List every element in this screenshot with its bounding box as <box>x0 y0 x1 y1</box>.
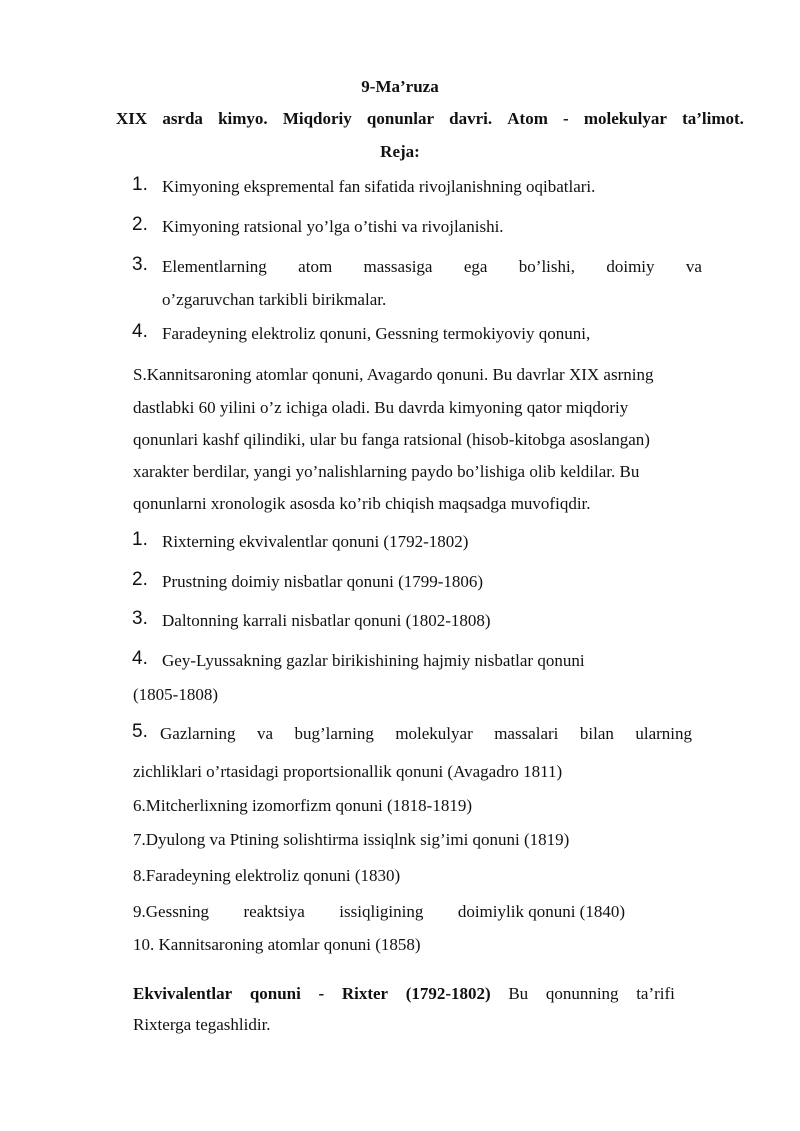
item-number: 1. <box>132 174 148 195</box>
item-number: 5. <box>132 721 148 742</box>
title-word: XIX <box>116 109 148 128</box>
item-number: 4. <box>132 648 148 669</box>
lecture-title <box>116 109 744 129</box>
item-word: molekulyar <box>395 724 473 743</box>
item-number: 1. <box>132 529 148 550</box>
bold-word: qonuni <box>249 984 301 1003</box>
text-word: Bu <box>508 984 529 1003</box>
title-word: qonunlar <box>366 109 434 128</box>
text-word: ta’rifi <box>636 984 675 1003</box>
title-word: asrda <box>162 109 203 128</box>
law-item: 6.Mitcherlixning izomorfizm qonuni (1818-1819) <box>133 796 472 815</box>
item-text: Prustning doimiy nisbatlar qonuni (1799-1806) <box>162 572 484 591</box>
title-word: Miqdoriy <box>282 109 352 128</box>
item-text: Rixterning ekvivalentlar qonuni (1792-1802) <box>162 532 469 551</box>
plan-label: Reja: <box>380 142 420 161</box>
title-word: ta’limot. <box>682 109 744 128</box>
title-word: kimyo. <box>218 109 268 128</box>
item-word: massasiga <box>363 257 433 276</box>
lecture-number: 9-Ma’ruza <box>361 77 439 96</box>
item-word: 9.Gessning <box>133 902 210 921</box>
item-word: issiqligining <box>339 902 424 921</box>
item-word: doimiy <box>606 257 655 276</box>
bold-word: (1792-1802) <box>405 984 491 1003</box>
item-word: va <box>257 724 274 743</box>
item-word: va <box>685 257 702 276</box>
item-text: Faradeyning elektroliz qonuni, Gessning termokiyoviy qonuni, <box>162 324 591 343</box>
text-word: qonunning <box>545 984 619 1003</box>
item-text: Daltonning karrali nisbatlar qonuni (1802-1808) <box>162 611 491 630</box>
item-text: Kimyoning ekspremental fan sifatida rivojlanishning oqibatlari. <box>162 177 596 196</box>
paragraph-line: S.Kannitsaroning atomlar qonuni, Avagardo qonuni. Bu davrlar XIX asrning <box>133 365 654 384</box>
paragraph-line: dastlabki 60 yilini o’z ichiga oladi. Bu davrda kimyoning qator miqdoriy <box>133 398 629 417</box>
item-text <box>162 257 702 277</box>
item-text: Kimyoning ratsional yo’lga o’tishi va rivojlanishi. <box>162 217 504 236</box>
item-word: bo’lishi, <box>518 257 575 276</box>
title-word: Atom <box>507 109 548 128</box>
item-number: 2. <box>132 569 148 590</box>
item-word: ega <box>463 257 488 276</box>
law-item <box>133 902 625 922</box>
item-word: reaktsiya <box>243 902 305 921</box>
law-item: 10. Kannitsaroning atomlar qonuni (1858) <box>133 935 421 954</box>
paragraph-line: qonunlari kashf qilindiki, ular bu fanga ratsional (hisob-kitobga asoslangan) <box>133 430 650 449</box>
title-word: molekulyar <box>583 109 667 128</box>
title-word: - <box>563 109 569 128</box>
item-number: 4. <box>132 321 148 342</box>
paragraph-line <box>133 984 675 1004</box>
item-word: atom <box>298 257 333 276</box>
item-number: 2. <box>132 214 148 235</box>
item-word: ularning <box>635 724 692 743</box>
item-continuation: o’zgaruvchan tarkibli birikmalar. <box>162 290 387 309</box>
item-text <box>160 724 692 744</box>
item-continuation: (1805-1808) <box>133 685 218 704</box>
law-item: 8.Faradeyning elektroliz qonuni (1830) <box>133 866 401 885</box>
bold-word: - <box>318 984 325 1003</box>
item-word: Elementlarning <box>162 257 267 276</box>
paragraph-line: qonunlarni xronologik asosda ko’rib chiqish maqsadga muvofiqdir. <box>133 494 591 513</box>
bold-word: Rixter <box>341 984 389 1003</box>
paragraph-line: xarakter berdilar, yangi yo’nalishlarning paydo bo’lishiga olib keldilar. Bu <box>133 462 640 481</box>
item-continuation: zichliklari o’rtasidagi proportsionallik qonuni (Avagadro 1811) <box>133 762 563 781</box>
bold-word: Ekvivalentlar <box>133 984 233 1003</box>
item-word: Gazlarning <box>160 724 236 743</box>
title-word: davri. <box>449 109 493 128</box>
item-number: 3. <box>132 254 148 275</box>
item-word: massalari <box>494 724 559 743</box>
item-word: bug’larning <box>294 724 374 743</box>
paragraph-line: Rixterga tegashlidir. <box>133 1015 271 1034</box>
item-word: doimiylik qonuni (1840) <box>457 902 625 921</box>
item-text: Gey-Lyussakning gazlar birikishining hajmiy nisbatlar qonuni <box>162 651 585 670</box>
law-item: 7.Dyulong va Ptining solishtirma issiqlnk sig’imi qonuni (1819) <box>133 830 570 849</box>
item-number: 3. <box>132 608 148 629</box>
item-word: bilan <box>579 724 614 743</box>
